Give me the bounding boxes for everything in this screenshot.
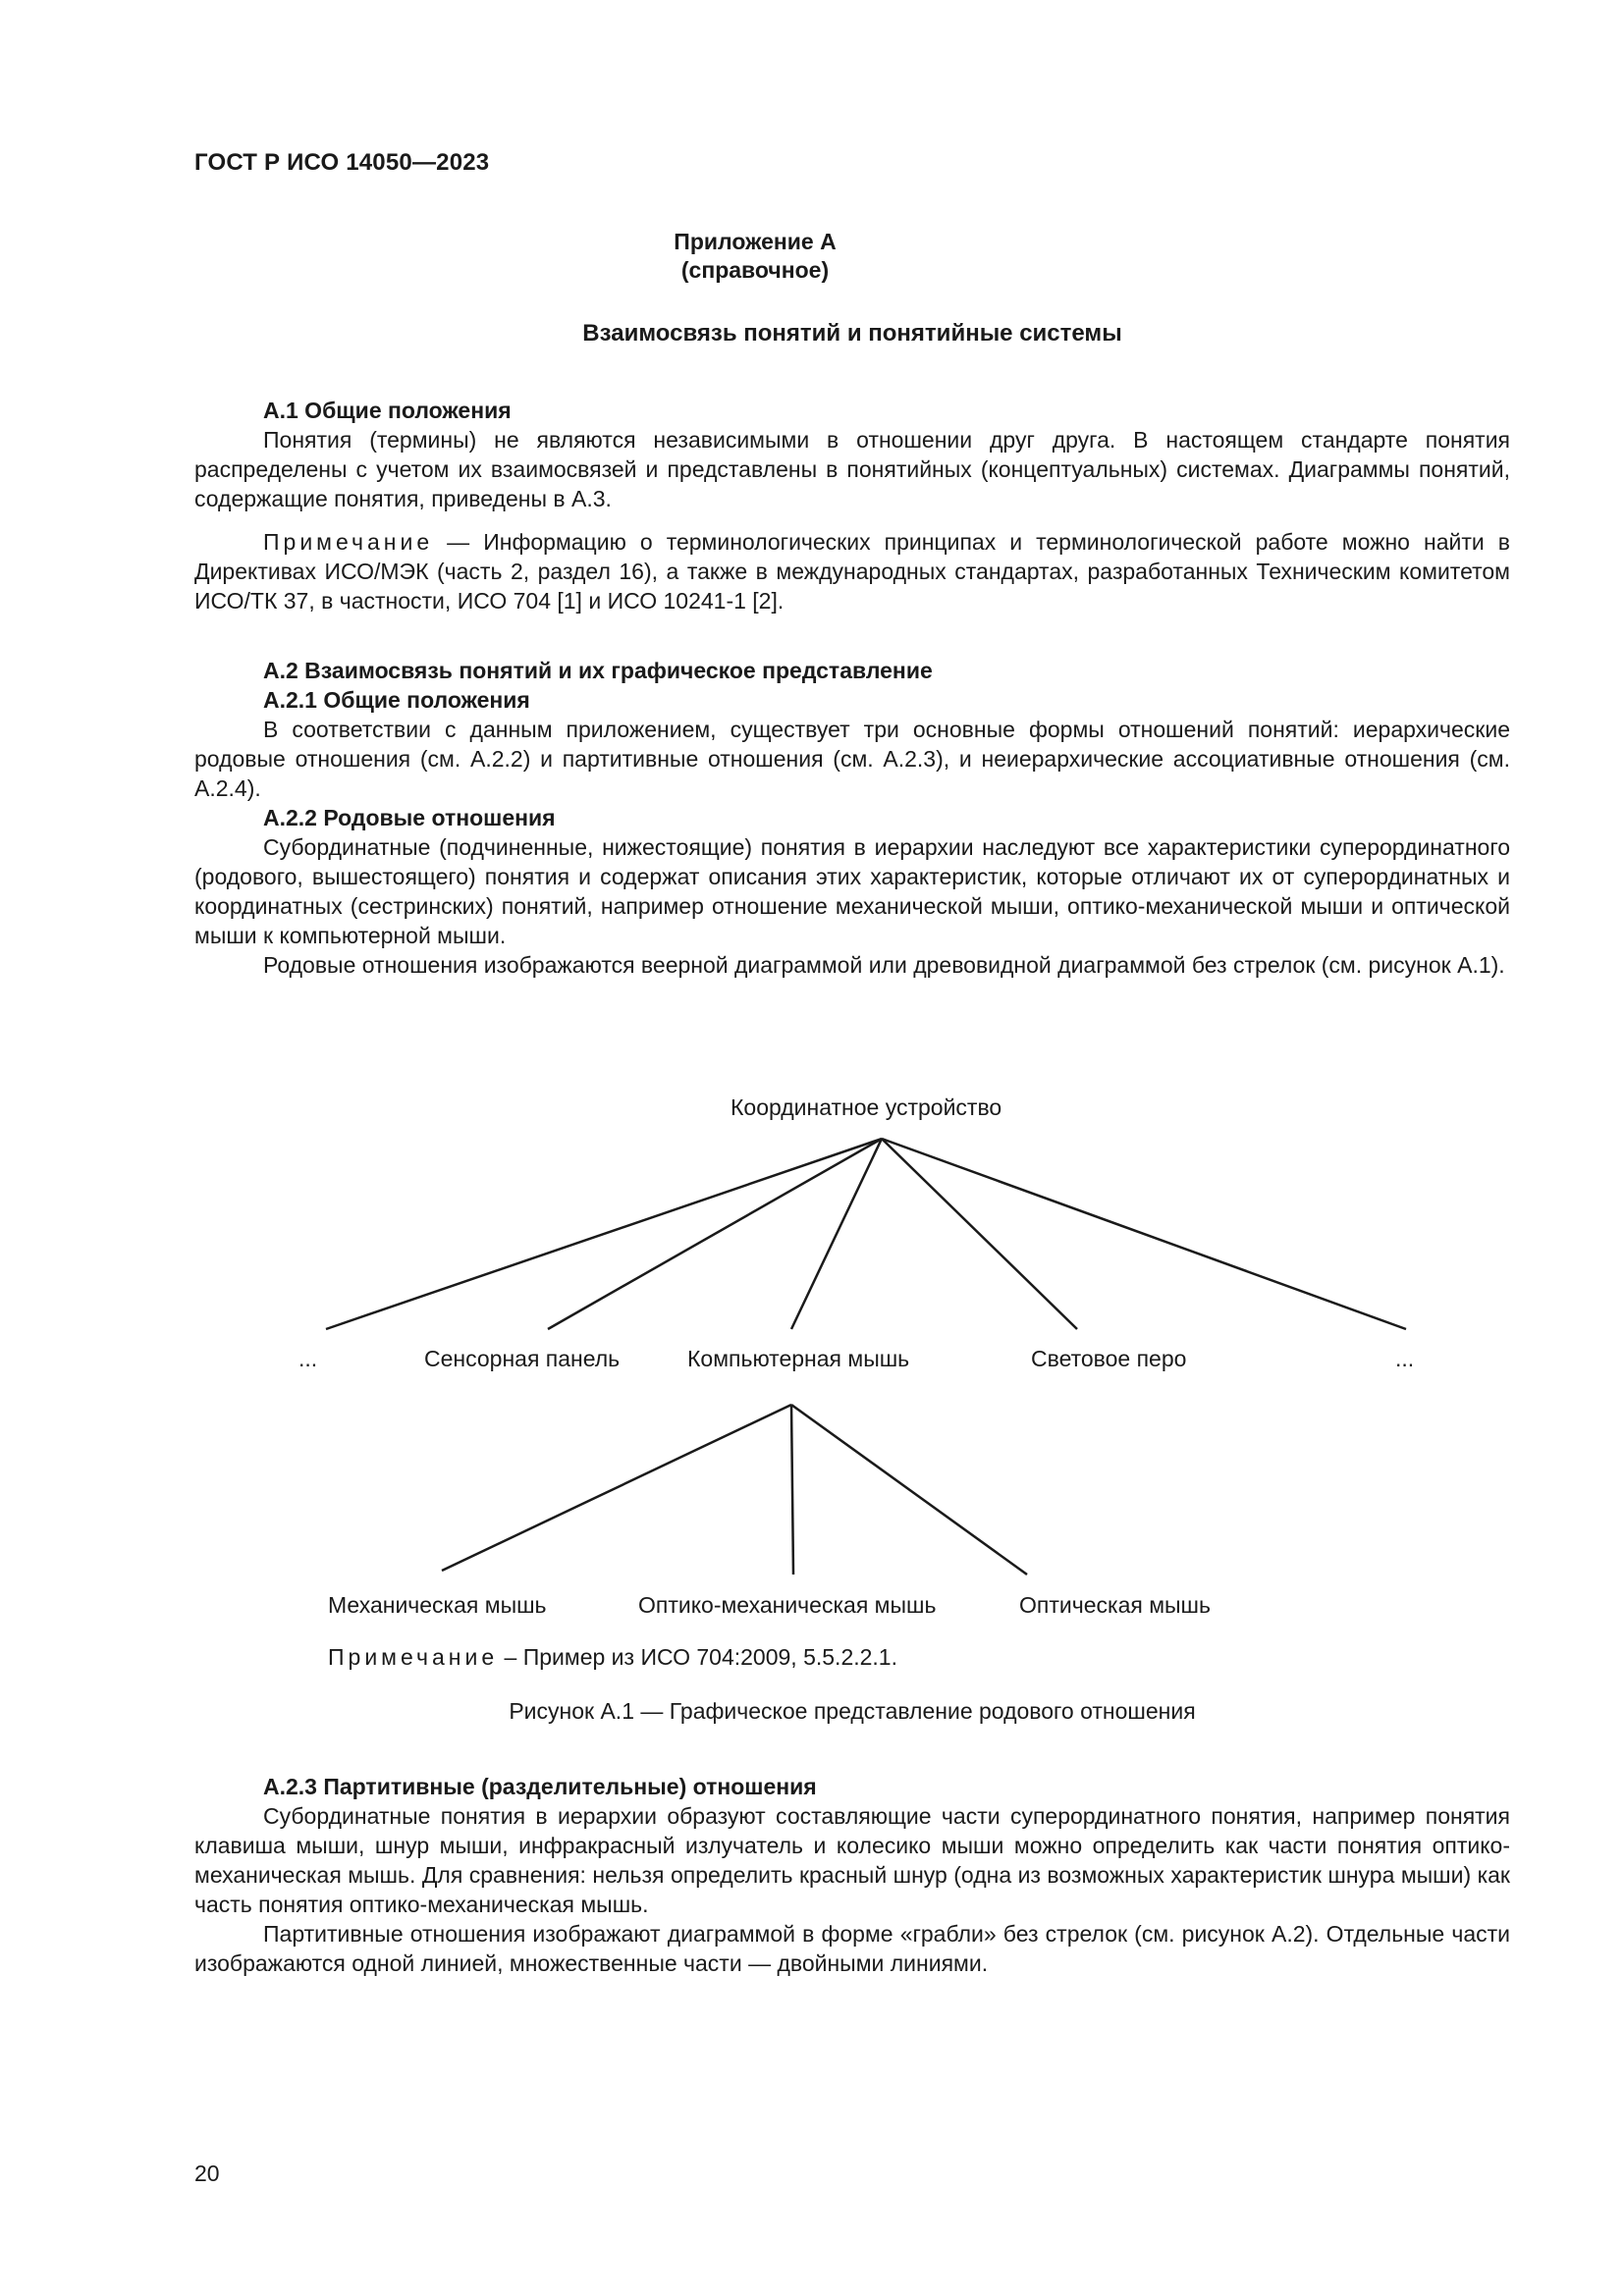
section-a1-paragraph: Понятия (термины) не являются независимыми в отношении друг друга. В настоящем стандарте понятия распределены с учетом их взаимосвязей и представлены в понятийных (концептуальных) системах. Диаграммы понятий, содержащие понятия, приведены в А.3. [194,427,1510,511]
figure-node-computer-mouse: Компьютерная мышь [687,1346,910,1371]
branch-line-optical-mouse [791,1405,1027,1575]
figure-caption: Рисунок А.1 — Графическое представление родового отношения [509,1698,1196,1724]
figure-note-label: Примечание [328,1644,499,1670]
section-a22-heading: А.2.2 Родовые отношения [263,805,556,830]
main-title: Взаимосвязь понятий и понятийные системы [582,320,1122,347]
branch-line-computer-mouse [791,1139,882,1329]
section-a23 [194,1772,1510,1978]
figure-node-ellipsis-left: ... [298,1346,318,1371]
figure-node-sensor-panel: Сенсорная панель [424,1346,621,1371]
note-text: — Информацию о терминологических принципах и терминологической работе можно найти в Директивах ИСО/МЭК (часть 2, раздел 16), а также в международных стандартах, разработанных Техническим комитетом ИСО/ТК 37, в частности, ИСО 704 [1] и ИСО 10241-1 [2]. [194,529,1510,614]
section-a1-heading: А.1 Общие положения [263,398,512,423]
figure-node-light-pen: Световое перо [1031,1346,1187,1371]
section-a23-paragraph-2: Партитивные отношения изображают диаграммой в форме «грабли» без стрелок (см. рисунок А.2). Отдельные части изображаются одной линией, множественные части — двойными линиями. [194,1921,1510,1976]
figure-note-text: – Пример из ИСО 704:2009, 5.5.2.2.1. [498,1644,897,1670]
appendix-type: (справочное) [680,257,830,283]
branch-line-ellipsis-right [882,1139,1406,1329]
document-code-header: ГОСТ Р ИСО 14050—2023 [194,149,490,176]
section-a22-paragraph-1: Субординатные (подчиненные, нижестоящие) понятия в иерархии наследуют все характеристики суперординатного (родового, вышестоящего) понятия и содержат описания этих характеристик, которые отличают их от суперординатных и координатных (сестринских) понятий, например отношение механической мыши, оптико-механической мыши и оптической мыши к компьютерной мыши. [194,834,1510,948]
figure-node-mechanical-mouse: Механическая мышь [328,1592,547,1618]
figure-node-optical-mouse: Оптическая мышь [1019,1592,1211,1618]
appendix-title: Приложение А [674,229,837,254]
section-a21-paragraph: В соответствии с данным приложением, существует три основные формы отношений понятий: иерархические родовые отношения (см. А.2.2) и партитивные отношения (см. А.2.3), и неиерархические ассоциативные отношения (см. А.2.4). [194,717,1510,801]
figure-note [328,1644,897,1671]
section-a23-paragraph-1: Субординатные понятия в иерархии образуют составляющие части суперординатного понятия, например понятия клавиша мыши, шнур мыши, инфракрасный излучатель и колесико мыши можно определить как части понятия оптико-механическая мышь. Для сравнения: нельзя определить красный шнур (одна из возможных характеристик шнура мыши) как часть понятия оптико-механическая мышь. [194,1803,1510,1917]
branch-line-light-pen [882,1139,1077,1329]
figure-node-optomechanical-mouse: Оптико-механическая мышь [638,1592,937,1618]
note-label: Примечание [263,529,434,555]
branch-line-ellipsis-left [326,1139,882,1329]
branch-line-mechanical-mouse [442,1405,791,1571]
page-number: 20 [194,2161,220,2186]
section-a2-heading: А.2 Взаимосвязь понятий и их графическое представление [263,658,933,683]
figure-node-ellipsis-right: ... [1395,1346,1415,1371]
section-a23-heading: А.2.3 Партитивные (разделительные) отношения [263,1774,817,1799]
section-a21-heading: А.2.1 Общие положения [263,687,530,713]
figure-root-label: Координатное устройство [731,1095,1002,1120]
branch-line-optomechanical-mouse [791,1405,793,1575]
branch-line-sensor-panel [548,1139,882,1329]
section-a22-paragraph-2: Родовые отношения изображаются веерной диаграммой или древовидной диаграммой без стрелок (см. рисунок А.1). [263,952,1505,978]
